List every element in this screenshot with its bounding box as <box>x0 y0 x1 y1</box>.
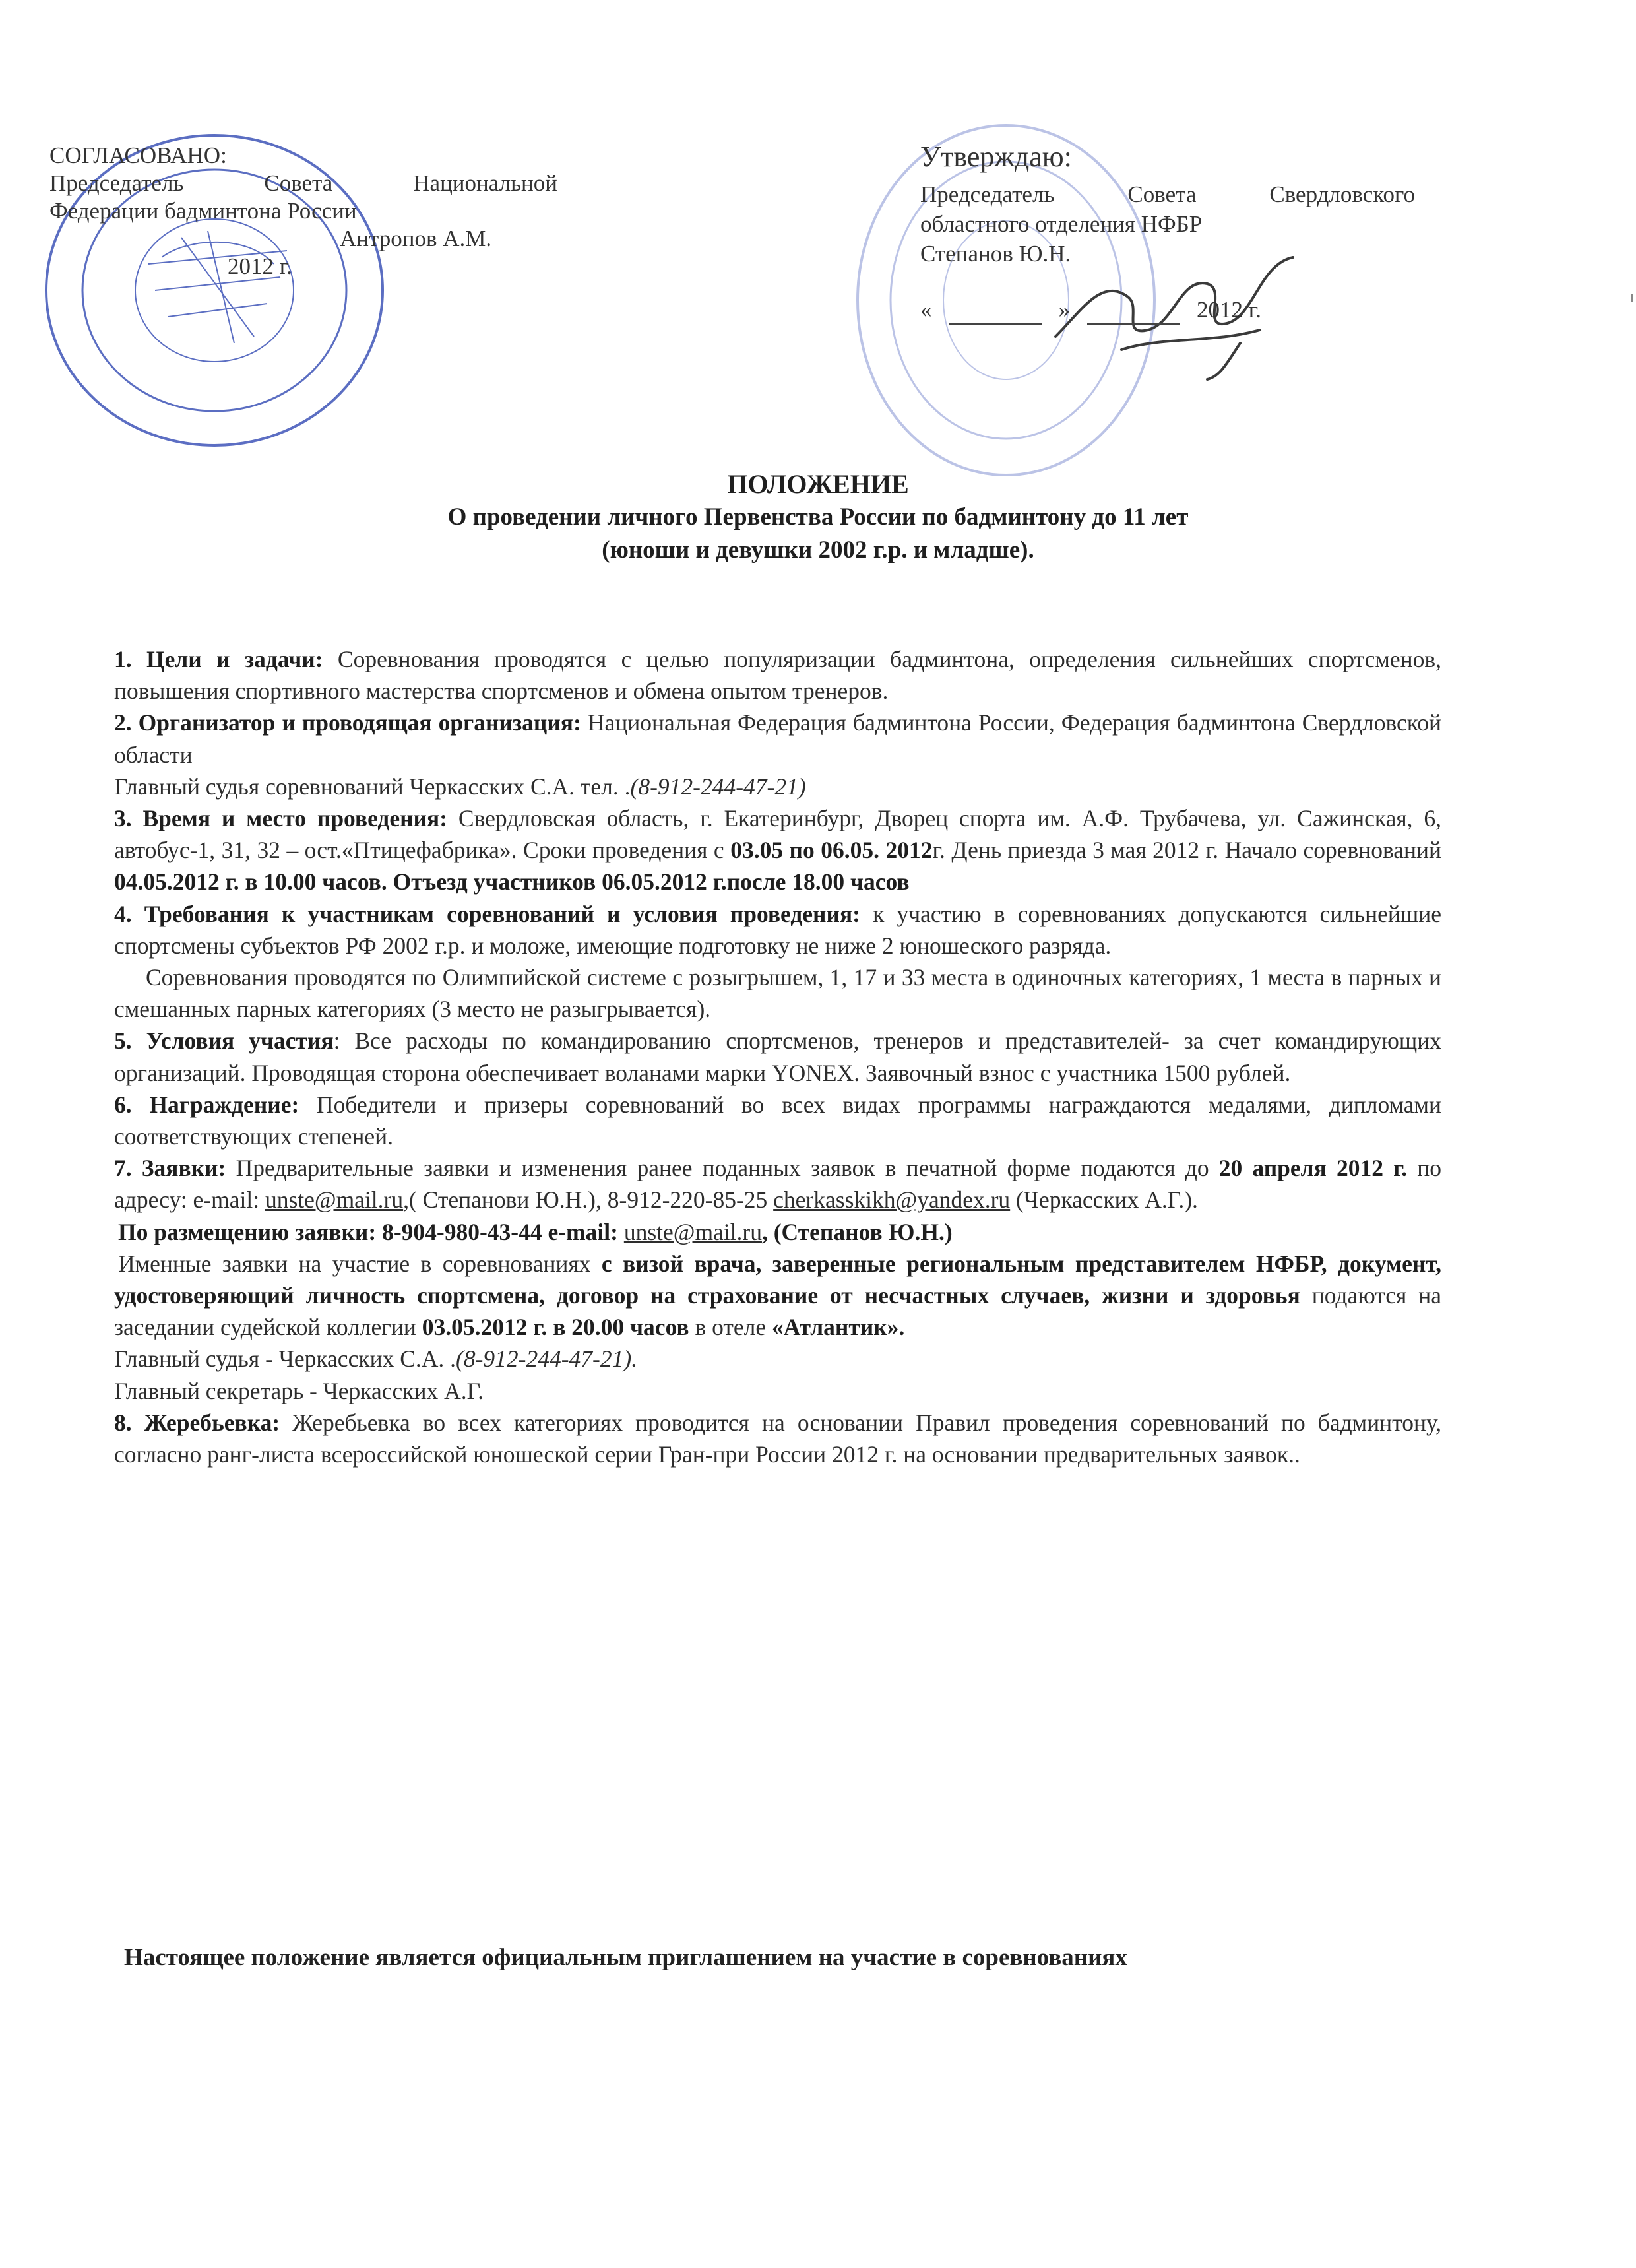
margin-mark <box>1631 294 1633 302</box>
section-2-judge: Главный судья соревнований Черкасских С.А. тел. .(8-912-244-47-21) <box>114 773 806 800</box>
approval-block-left <box>49 142 564 280</box>
document-subtitle-1: О проведении личного Первенства России по бадминтону до 11 лет <box>447 503 1189 531</box>
section-4-system: Соревнования проводятся по Олимпийской системе с розыгрышем, 1, 17 и 33 места в одиночных категориях, 1 места в парных и смешанных парных категориях (3 место не разыгрывается). <box>114 964 1441 1023</box>
approval-position-line: Председатель Совета Национальной <box>49 170 557 196</box>
section-7-placement: По размещению заявки: 8-904-980-43-44 e-mail: unste@mail.ru, (Степанов Ю.Н.) <box>118 1218 953 1245</box>
approve-date-line: « » 2012 г. <box>920 295 1435 325</box>
section-7: 7. Заявки: Предварительные заявки и изменения ранее поданных заявок в печатной форме подаются до 20 апреля 2012 г. по адресу: e-mail: unste@mail.ru,( Степанови Ю.Н.), 8-912-220-85-25 cherkasskikh@yandex.ru (Черкасских А.Г.). <box>114 1155 1442 1214</box>
section-4: 4. Требования к участникам соревнований и условия проведения: к участию в соревнованиях допускаются сильнейшие спортсмены субъектов РФ 2002 г.р. и моложе, имеющие подготовку не ниже 2 юношеского разряда. <box>114 900 1442 959</box>
section-3: 3. Время и место проведения: Свердловская область, г. Екатеринбург, Дворец спорта им. А.Ф. Трубачева, ул. Сажинская, 6, автобус-1, 31, 32 – ост.«Птицефабрика». Сроки проведения с 03.05 по 06.05. 2012г. День приезда 3 мая 2012 г. Начало соревнований 04.05.2012 г. в 10.00 часов. Отъезд участников 06.05.2012 г.после 18.00 часов <box>114 805 1442 895</box>
section-6: 6. Награждение: Победители и призеры соревнований во всех видах программы награждаются медалями, дипломами соответствующих степеней. <box>114 1091 1442 1150</box>
approve-signer-name: Степанов Ю.Н. <box>920 241 1071 267</box>
approve-organization: областного отделения НФБР <box>920 211 1203 237</box>
section-7-secretary: Главный секретарь - Черкасских А.Г. <box>114 1377 484 1404</box>
section-5: 5. Условия участия: Все расходы по командированию спортсменов, тренеров и представителей- за счет командирующих организаций. Проводящая сторона обеспечивает воланами марки YONEX. Заявочный взнос с участника 1500 рублей. <box>114 1027 1441 1086</box>
email-link-placement[interactable]: unste@mail.ru <box>623 1218 762 1245</box>
approval-year: 2012 г. <box>228 253 292 279</box>
email-link-cherkasskikh[interactable]: cherkasskikh@yandex.ru <box>773 1186 1011 1214</box>
document-title: ПОЛОЖЕНИЕ <box>727 469 909 499</box>
approval-block-right <box>920 139 1435 325</box>
section-1: 1. Цели и задачи: Соревнования проводятся с целью популяризации бадминтона, определения сильнейших спортсменов, повышения спортивного мастерства спортсменов и обмена опытом тренеров. <box>114 646 1441 705</box>
approval-label: СОГЛАСОВАНО: <box>49 143 227 168</box>
section-7-judge: Главный судья - Черкасских С.А. .(8-912-244-47-21). <box>114 1345 638 1373</box>
approval-signer-name: Антропов А.М. <box>340 226 492 251</box>
approve-position-line: Председатель Совета Свердловского <box>920 181 1415 207</box>
section-7-named-applications: Именные заявки на участие в соревнованиях с визой врача, заверенные региональным представителем НФБР, документ, удостоверяющий личность спортсмена, договор на страхование от несчастных случаев, жизни и здоровья подаются на заседании судейской коллегии 03.05.2012 г. в 20.00 часов в отеле «Атлантик». <box>114 1250 1441 1341</box>
email-link-unste[interactable]: unste@mail.ru <box>265 1186 404 1214</box>
document-subtitle-2: (юноши и девушки 2002 г.р. и младше). <box>602 536 1034 564</box>
closing-statement: Настоящее положение является официальным приглашением на участие в соревнованиях <box>124 1944 1127 1971</box>
approval-organization: Федерации бадминтона России <box>49 198 357 224</box>
section-2: 2. Организатор и проводящая организация: Национальная Федерация бадминтона России, Федерация бадминтона Свердловской области <box>114 709 1441 768</box>
section-8: 8. Жеребьевка: Жеребьевка во всех категориях проводится на основании Правил проведения соревнований по бадминтону, согласно ранг-листа всероссийской юношеской серии Гран-при России 2012 г. на основании предварительных заявок.. <box>114 1409 1442 1468</box>
approve-label: Утверждаю: <box>920 141 1072 173</box>
document-body <box>114 643 1441 1470</box>
